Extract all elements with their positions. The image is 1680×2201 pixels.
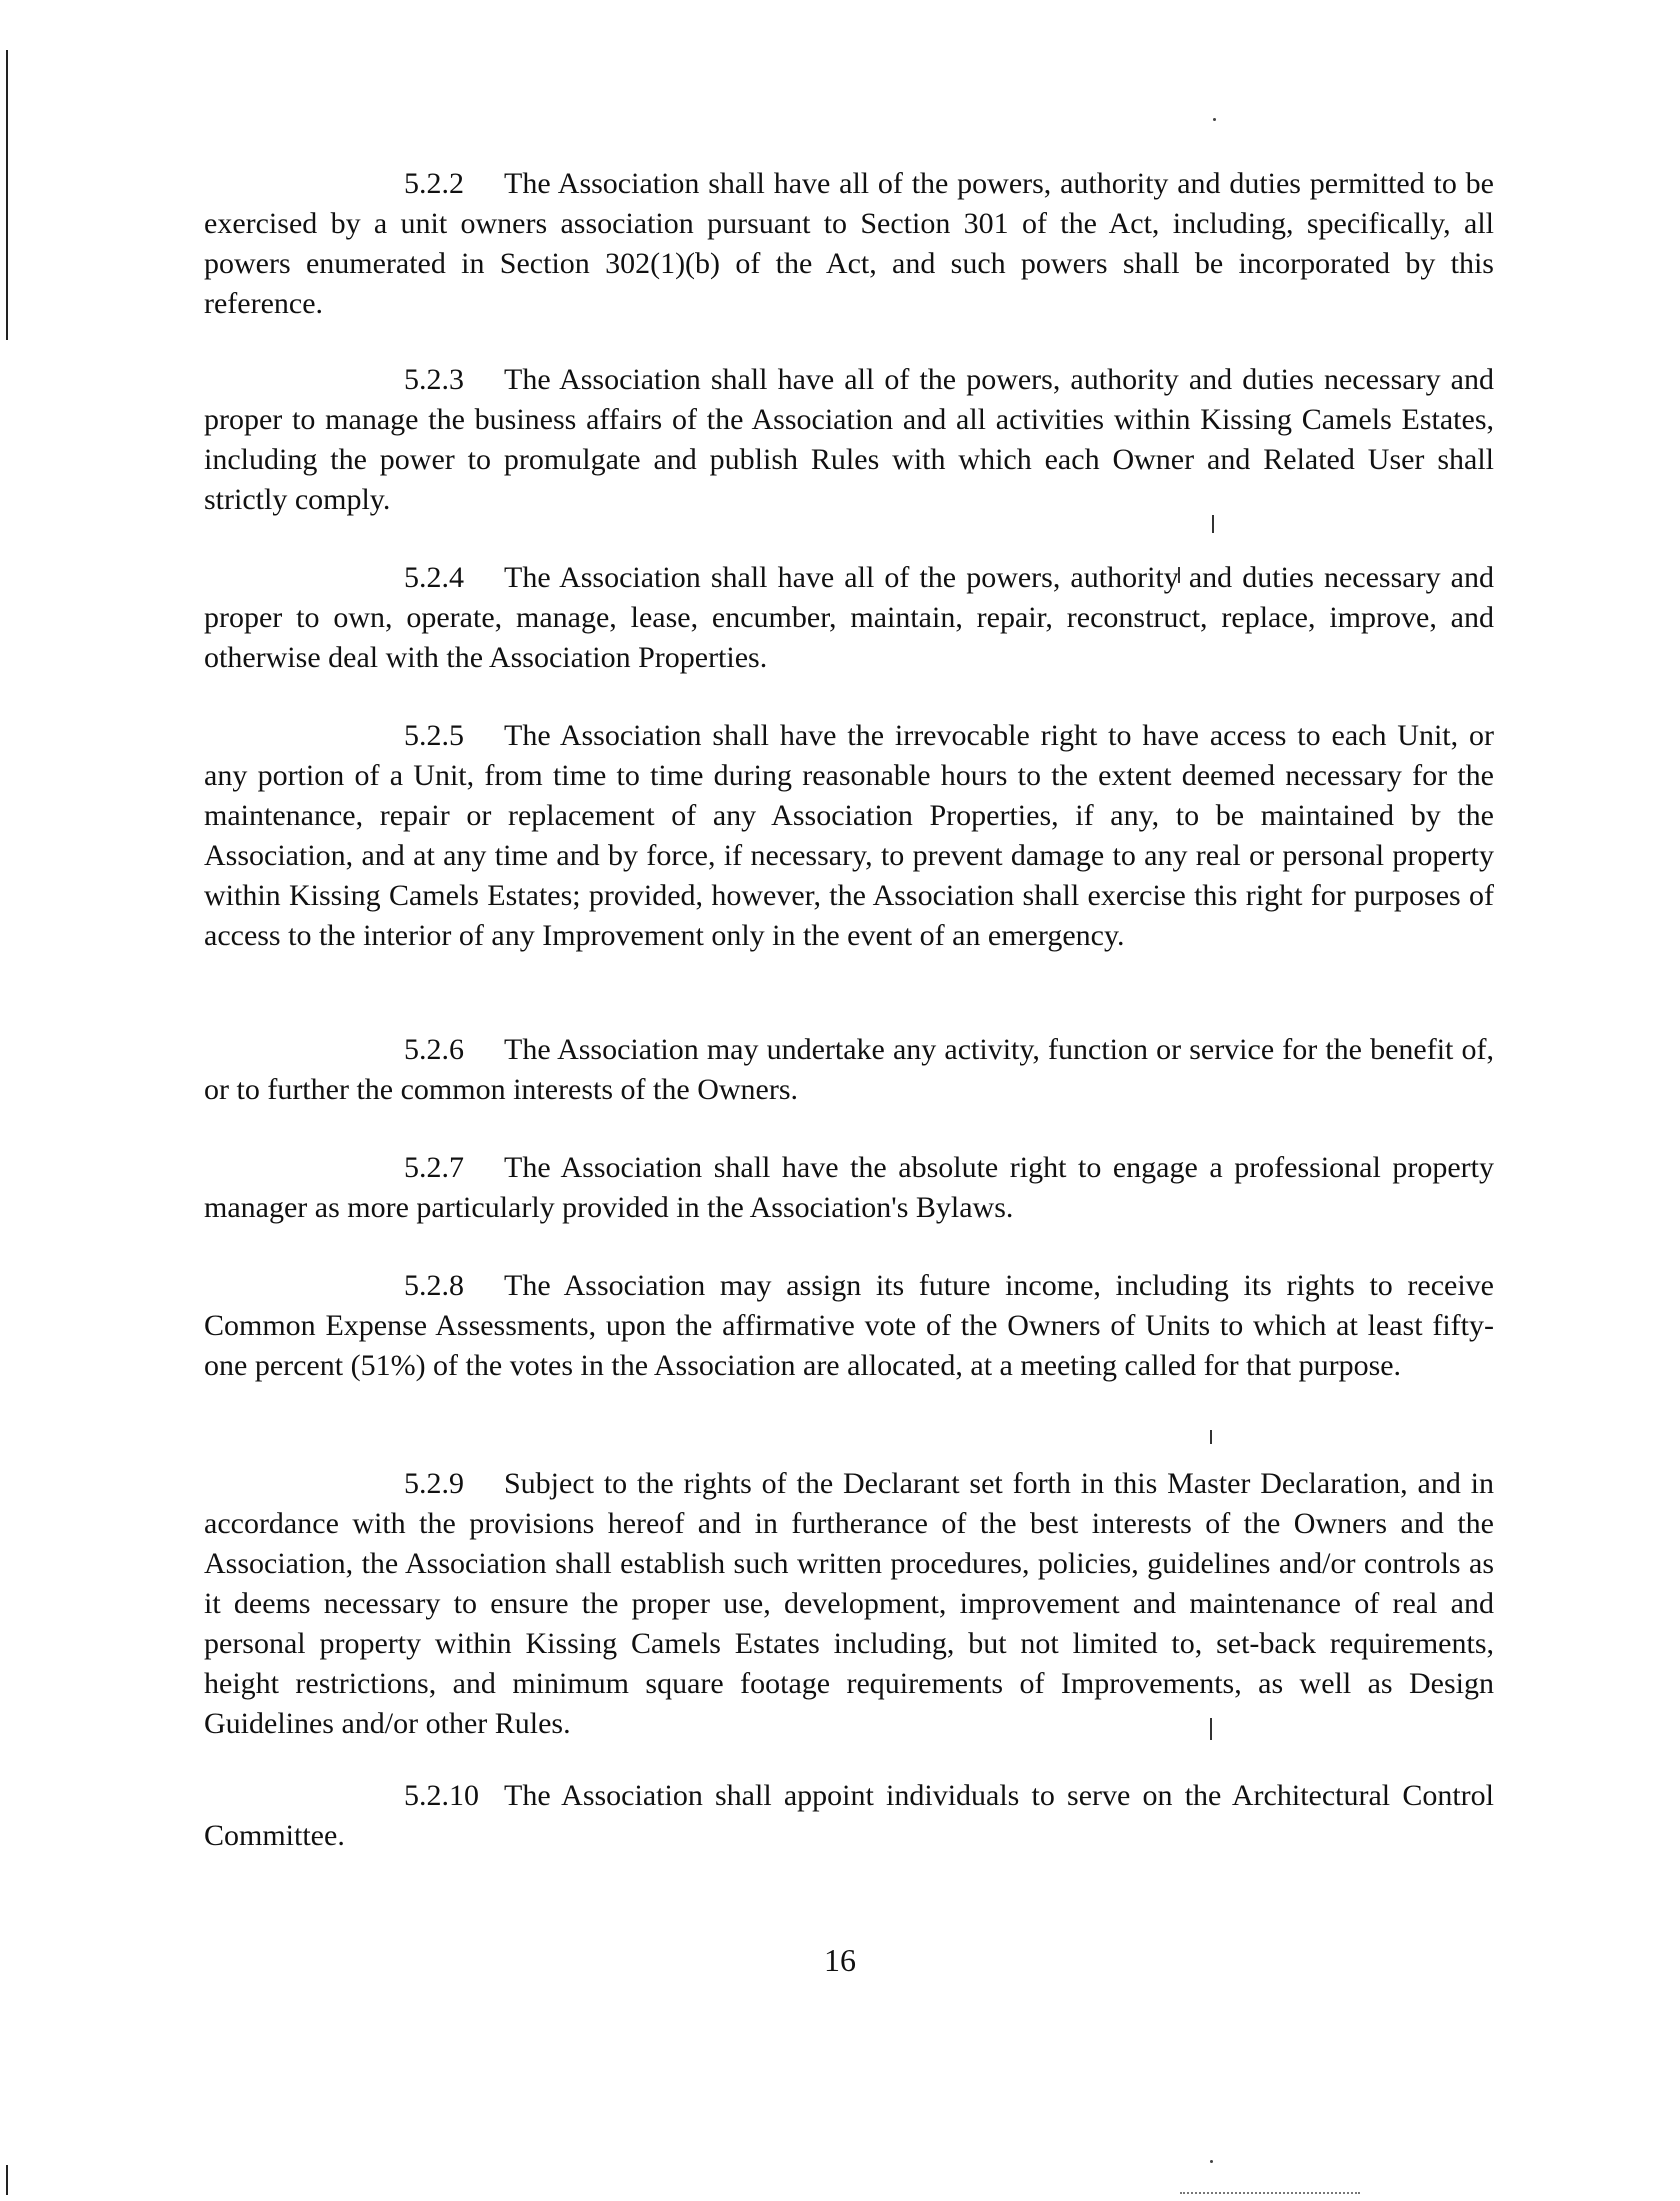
paragraph-text: The Association shall have the irrevocable right to have access to each Unit, or any portion of a Unit, from time to time during reasonable hours to the extent deemed necessary for the maintenance, repair or replacement of any Association Properties, if any, to be maintained by the Association, and at any time and by force, if necessary, to prevent damage to any real or personal property within Kissing Camels Estates; provided, however, the Association shall exercise this right for purposes of access to the interior of any Improvement only in the event of an emergency. (204, 719, 1494, 952)
section-number: 5.2.6 (404, 1033, 464, 1066)
section-number: 5.2.3 (404, 363, 464, 396)
paragraph-text: The Association shall have all of the powers, authority and duties necessary and proper to own, operate, manage, lease, encumber, maintain, repair, reconstruct, replace, improve, and otherwise deal with the Association Properties. (204, 561, 1494, 674)
section-number: 5.2.10 (404, 1779, 479, 1812)
paragraph-5-2-3 (204, 360, 1494, 520)
paragraph-5-2-8 (204, 1266, 1494, 1386)
paragraph-text: The Association shall appoint individuals to serve on the Architectural Control Committee. (204, 1779, 1494, 1852)
scan-speck (1210, 2160, 1213, 2163)
section-number: 5.2.9 (404, 1467, 464, 1500)
paragraph-text: The Association may assign its future income, including its rights to receive Common Expense Assessments, upon the affirmative vote of the Owners of Units to which at least fifty-one percent (51%) of the votes in the Association are allocated, at a meeting called for that purpose. (204, 1269, 1494, 1382)
section-number: 5.2.2 (404, 167, 464, 200)
paragraph-5-2-9 (204, 1464, 1494, 1744)
page-number: 16 (824, 1942, 856, 1978)
paragraph-5-2-5 (204, 716, 1494, 956)
paragraph-5-2-4 (204, 558, 1494, 678)
paragraph-text: Subject to the rights of the Declarant set forth in this Master Declaration, and in accordance with the provisions hereof and in furtherance of the best interests of the Owners and the Association, the Association shall establish such written procedures, policies, guidelines and/or controls as it deems necessary to ensure the proper use, development, improvement and maintenance of real and personal property within Kissing Camels Estates including, but not limited to, set-back requirements, height restrictions, and minimum square footage requirements of Improvements, as well as Design Guidelines and/or other Rules. (204, 1467, 1494, 1740)
scan-speck (1213, 118, 1216, 121)
paragraph-text: The Association shall have all of the powers, authority and duties necessary and proper to manage the business affairs of the Association and all activities within Kissing Camels Estates, including the power to promulgate and publish Rules with which each Owner and Related User shall strictly comply. (204, 363, 1494, 516)
section-number: 5.2.5 (404, 719, 464, 752)
paragraph-text: The Association shall have the absolute right to engage a professional property manager as more particularly provided in the Association's Bylaws. (204, 1151, 1494, 1224)
scan-dotted-artifact (1180, 2192, 1360, 2196)
paragraph-5-2-2 (204, 164, 1494, 324)
paragraph-text: The Association may undertake any activity, function or service for the benefit of, or to further the common interests of the Owners. (204, 1033, 1494, 1106)
section-number: 5.2.7 (404, 1151, 464, 1184)
scan-mark (1210, 1430, 1212, 1444)
paragraph-5-2-7 (204, 1148, 1494, 1228)
scan-edge-line (6, 50, 8, 340)
paragraph-text: The Association shall have all of the powers, authority and duties permitted to be exercised by a unit owners association pursuant to Section 301 of the Act, including, specifically, all powers enumerated in Section 302(1)(b) of the Act, and such powers shall be incorporated by this reference. (204, 167, 1494, 320)
section-number: 5.2.4 (404, 561, 464, 594)
paragraph-5-2-10 (204, 1776, 1494, 1856)
paragraph-5-2-6 (204, 1030, 1494, 1110)
scan-edge-line-bottom (6, 2165, 8, 2195)
section-number: 5.2.8 (404, 1269, 464, 1302)
